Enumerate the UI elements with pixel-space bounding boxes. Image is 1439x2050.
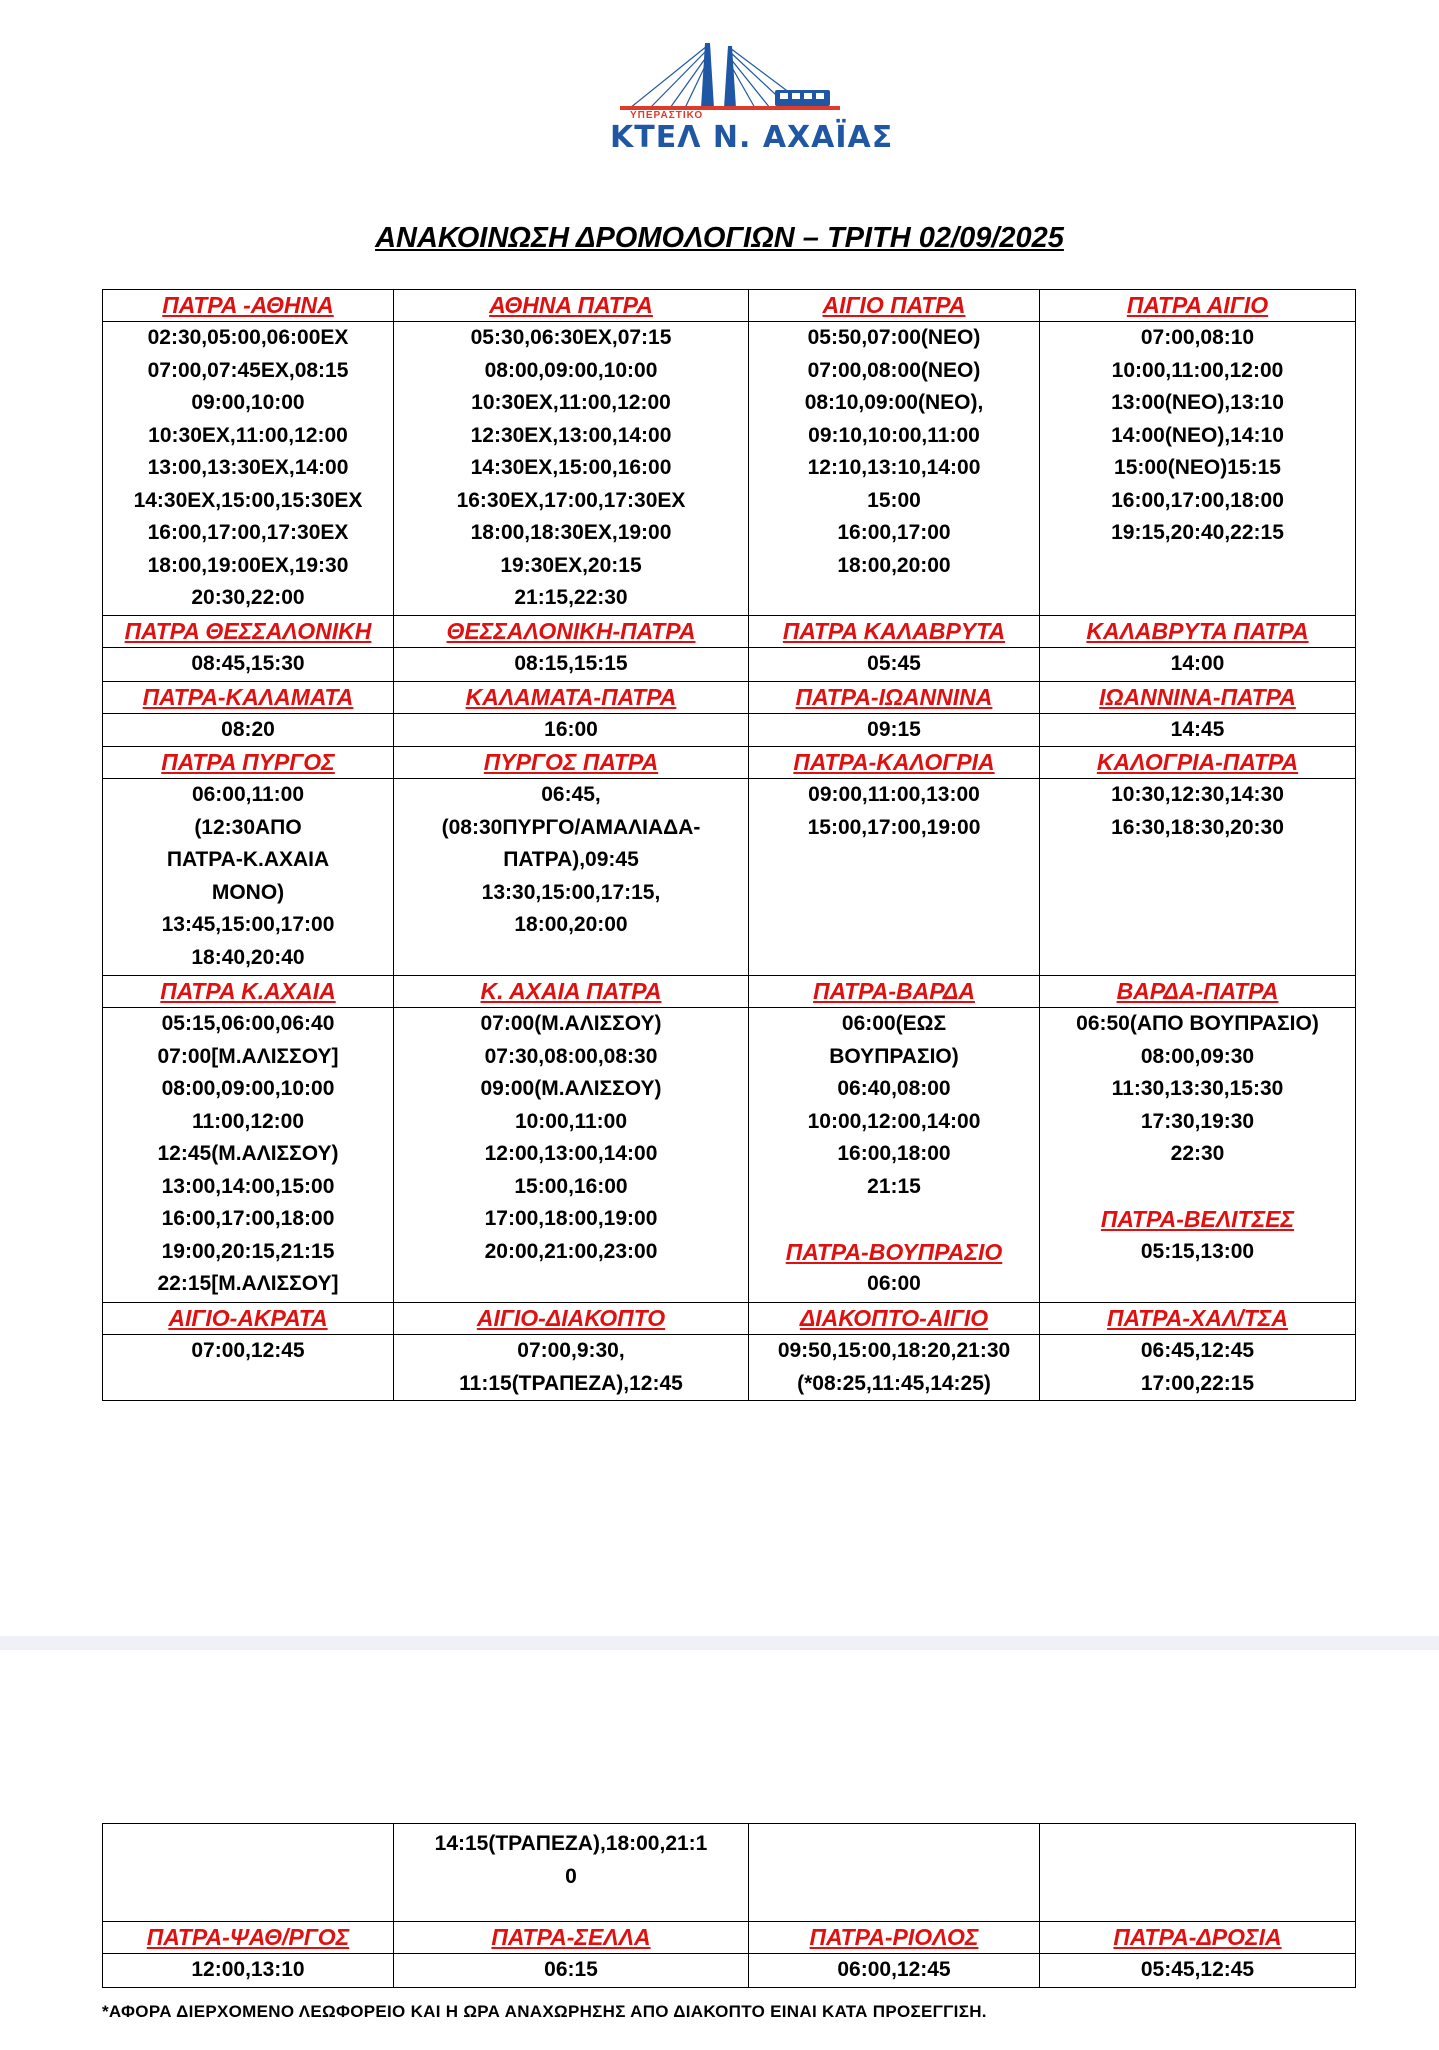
route-header-row xyxy=(103,976,1356,1008)
route-header: ΙΩΑΝΝΙΝΑ-ΠΑΤΡΑ xyxy=(1040,681,1356,713)
logo-name: ΚΤΕΛ Ν. ΑΧΑΪΑΣ xyxy=(610,120,894,155)
route-times: 06:00 xyxy=(867,1272,921,1295)
route-header-row xyxy=(103,1303,1356,1335)
route-header: ΠΑΤΡΑ-ΙΩΑΝΝΙΝΑ xyxy=(749,681,1040,713)
route-times: 07:00(Μ.ΑΛΙΣΣΟΥ) 07:30,08:00,08:30 09:00(Μ.ΑΛΙΣΣΟΥ) 10:00,11:00 12:00,13:00,14:00 15:00,16:00 17:00,18:00,19:00 20:00,21:00,23:00 xyxy=(394,1008,749,1303)
times-row xyxy=(103,1008,1356,1303)
route-header: ΠΑΤΡΑ-ΚΑΛΑΜΑΤΑ xyxy=(103,681,394,713)
route-header-row xyxy=(103,290,1356,322)
route-times: 06:00,11:00 (12:30ΑΠΟ ΠΑΤΡΑ-Κ.ΑΧΑΙΑ ΜΟΝΟ) 13:45,15:00,17:00 18:40,20:40 xyxy=(103,779,394,976)
route-header-row xyxy=(103,747,1356,779)
route-times: 14:00 xyxy=(1040,648,1356,682)
route-times: 09:15 xyxy=(749,713,1040,747)
route-times: 07:00,12:45 xyxy=(103,1335,394,1401)
route-times: 10:30,12:30,14:30 16:30,18:30,20:30 xyxy=(1040,779,1356,976)
route-header: ΑΙΓΙΟ ΠΑΤΡΑ xyxy=(749,290,1040,322)
route-times: 05:30,06:30ΕΧ,07:15 08:00,09:00,10:00 10:30ΕΧ,11:00,12:00 12:30ΕΧ,13:00,14:00 14:30ΕΧ,15:00,16:00 16:30ΕΧ,17:00,17:30ΕΧ 18:00,18:30ΕΧ,19:00 19:30ΕΧ,20:15 21:15,22:30 xyxy=(394,322,749,616)
route-times: 05:15,13:00 xyxy=(1140,1239,1255,1263)
times-row xyxy=(103,1824,1356,1922)
page-title: ΑΝΑΚΟΙΝΩΣΗ ΔΡΟΜΟΛΟΓΙΩΝ – ΤΡΙΤΗ 02/09/2025 xyxy=(375,222,1064,254)
route-times: 06:45, (08:30ΠΥΡΓΟ/ΑΜΑΛΙΑΔΑ- ΠΑΤΡΑ),09:45 13:30,15:00,17:15, 18:00,20:00 xyxy=(394,779,749,976)
route-header: Κ. ΑΧΑΙΑ ΠΑΤΡΑ xyxy=(394,976,749,1008)
route-subheader: ΠΑΤΡΑ-ΒΕΛΙΤΣΕΣ xyxy=(1100,1206,1295,1232)
route-header: ΠΑΤΡΑ ΘΕΣΣΑΛΟΝΙΚΗ xyxy=(103,616,394,648)
route-times: 14:15(ΤΡΑΠΕΖΑ),18:00,21:1 0 xyxy=(394,1824,749,1922)
times-row xyxy=(103,1335,1356,1401)
route-header: ΠΥΡΓΟΣ ΠΑΤΡΑ xyxy=(394,747,749,779)
route-times: 06:00(ΕΩΣ ΒΟΥΠΡΑΣΙΟ) 06:40,08:00 10:00,12:00,14:00 16:00,18:00 21:15 xyxy=(807,1012,981,1198)
footnote: *ΑΦΟΡΑ ΔΙΕΡΧΟΜΕΝΟ ΛΕΩΦΟΡΕΙΟ ΚΑΙ Η ΩΡΑ ΑΝΑΧΩΡΗΣΗΣ ΑΠΟ ΔΙΑΚΟΠΤΟ ΕΙΝΑΙ ΚΑΤΑ ΠΡΟΣΕΓΓΙΣΗ. xyxy=(102,2002,987,2021)
route-header: ΠΑΤΡΑ-ΣΕΛΛΑ xyxy=(394,1922,749,1954)
route-header: ΑΘΗΝΑ ΠΑΤΡΑ xyxy=(394,290,749,322)
route-header: ΚΑΛΟΓΡΙΑ-ΠΑΤΡΑ xyxy=(1040,747,1356,779)
times-row xyxy=(103,779,1356,976)
route-times xyxy=(103,1824,394,1922)
route-header: ΠΑΤΡΑ-ΚΑΛΟΓΡΙΑ xyxy=(749,747,1040,779)
route-header: ΠΑΤΡΑ-ΧΑΛ/ΤΣΑ xyxy=(1040,1303,1356,1335)
ktel-logo xyxy=(610,38,894,160)
route-times xyxy=(749,1824,1040,1922)
times-row xyxy=(103,648,1356,682)
schedule-table-continued xyxy=(102,1823,1356,1988)
schedule-table xyxy=(102,289,1356,1401)
route-header: ΘΕΣΣΑΛΟΝΙΚΗ-ΠΑΤΡΑ xyxy=(394,616,749,648)
route-header: ΠΑΤΡΑ ΠΥΡΓΟΣ xyxy=(103,747,394,779)
route-times: 05:15,06:00,06:40 07:00[Μ.ΑΛΙΣΣΟΥ] 08:00,09:00,10:00 11:00,12:00 12:45(Μ.ΑΛΙΣΣΟΥ) 13:00,14:00,15:00 16:00,17:00,18:00 19:00,20:15,21:15 22:15[Μ.ΑΛΙΣΣΟΥ] xyxy=(103,1008,394,1303)
route-times: 16:00 xyxy=(394,713,749,747)
route-times: 12:00,13:10 xyxy=(103,1954,394,1988)
route-header: ΠΑΤΡΑ-ΡΙΟΛΟΣ xyxy=(749,1922,1040,1954)
route-times-cell xyxy=(749,1008,1040,1303)
route-times: 06:45,12:45 17:00,22:15 xyxy=(1040,1335,1356,1401)
route-header: ΠΑΤΡΑ Κ.ΑΧΑΙΑ xyxy=(103,976,394,1008)
times-row xyxy=(103,322,1356,616)
route-times: 06:15 xyxy=(394,1954,749,1988)
route-header: ΑΙΓΙΟ-ΑΚΡΑΤΑ xyxy=(103,1303,394,1335)
route-header: ΔΙΑΚΟΠΤΟ-ΑΙΓΙΟ xyxy=(749,1303,1040,1335)
document-page-2 xyxy=(0,1650,1439,2050)
route-times: 06:50(ΑΠΟ ΒΟΥΠΡΑΣΙΟ) 08:00,09:30 11:30,13:30,15:30 17:30,19:30 22:30 xyxy=(1076,1012,1319,1165)
route-header-row xyxy=(103,616,1356,648)
times-row xyxy=(103,713,1356,747)
route-times: 09:00,11:00,13:00 15:00,17:00,19:00 xyxy=(749,779,1040,976)
route-header: ΚΑΛΑΜΑΤΑ-ΠΑΤΡΑ xyxy=(394,681,749,713)
times-row xyxy=(103,1954,1356,1988)
route-header: ΚΑΛΑΒΡΥΤΑ ΠΑΤΡΑ xyxy=(1040,616,1356,648)
route-times: 05:45,12:45 xyxy=(1040,1954,1356,1988)
route-header: ΠΑΤΡΑ-ΔΡΟΣΙΑ xyxy=(1040,1922,1356,1954)
route-header: ΠΑΤΡΑ ΑΙΓΙΟ xyxy=(1040,290,1356,322)
route-times: 05:50,07:00(ΝΕΟ) 07:00,08:00(ΝΕΟ) 08:10,09:00(ΝΕΟ), 09:10,10:00,11:00 12:10,13:10,14:00 15:00 16:00,17:00 18:00,20:00 xyxy=(749,322,1040,616)
route-header: ΠΑΤΡΑ-ΒΑΡΔΑ xyxy=(749,976,1040,1008)
route-header-row xyxy=(103,1922,1356,1954)
route-times: 08:20 xyxy=(103,713,394,747)
route-header: ΠΑΤΡΑ -ΑΘΗΝΑ xyxy=(103,290,394,322)
logo-small-text: ΥΠΕΡΑΣΤΙΚΟ xyxy=(630,110,704,121)
route-subheader: ΠΑΤΡΑ-ΒΟΥΠΡΑΣΙΟ xyxy=(785,1238,1003,1265)
route-header-row xyxy=(103,681,1356,713)
route-header: ΠΑΤΡΑ-ΨΑΘ/ΡΓΟΣ xyxy=(103,1922,394,1954)
route-times: 07:00,08:10 10:00,11:00,12:00 13:00(ΝΕΟ),13:10 14:00(ΝΕΟ),14:10 15:00(ΝΕΟ)15:15 16:00,17:00,18:00 19:15,20:40,22:15 xyxy=(1040,322,1356,616)
route-times xyxy=(1040,1824,1356,1922)
route-times: 14:45 xyxy=(1040,713,1356,747)
route-times: 06:00,12:45 xyxy=(749,1954,1040,1988)
route-times: 09:50,15:00,18:20,21:30 (*08:25,11:45,14:25) xyxy=(749,1335,1040,1401)
route-header: ΑΙΓΙΟ-ΔΙΑΚΟΠΤΟ xyxy=(394,1303,749,1335)
route-times: 07:00,9:30, 11:15(ΤΡΑΠΕΖΑ),12:45 xyxy=(394,1335,749,1401)
route-times: 02:30,05:00,06:00ΕΧ 07:00,07:45ΕΧ,08:15 09:00,10:00 10:30ΕΧ,11:00,12:00 13:00,13:30ΕΧ,14:00 14:30ΕΧ,15:00,15:30ΕΧ 16:00,17:00,17:30ΕΧ 18:00,19:00ΕΧ,19:30 20:30,22:00 xyxy=(103,322,394,616)
route-times-cell xyxy=(1040,1008,1356,1303)
route-times: 05:45 xyxy=(749,648,1040,682)
route-times: 08:15,15:15 xyxy=(394,648,749,682)
route-header: ΠΑΤΡΑ ΚΑΛΑΒΡΥΤΑ xyxy=(749,616,1040,648)
route-times: 08:45,15:30 xyxy=(103,648,394,682)
route-header: ΒΑΡΔΑ-ΠΑΤΡΑ xyxy=(1040,976,1356,1008)
